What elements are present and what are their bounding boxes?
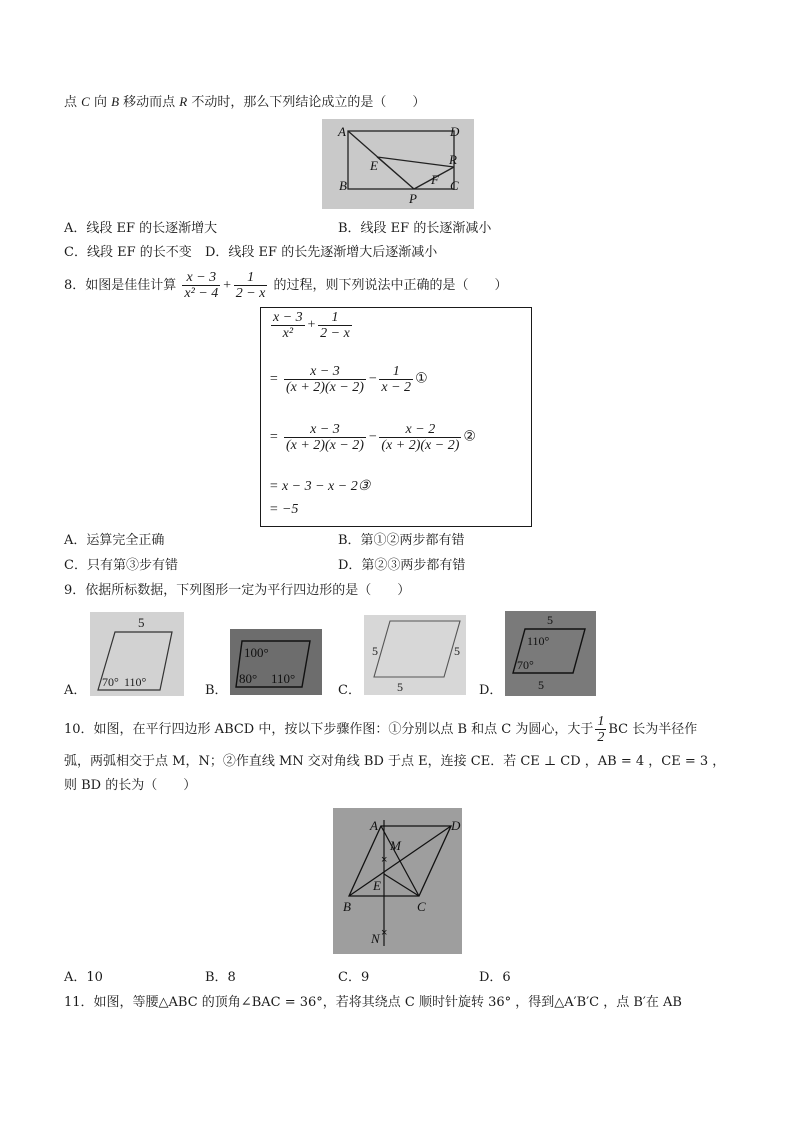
svg-text:70°: 70°: [517, 658, 534, 672]
svg-text:×: ×: [381, 854, 388, 866]
svg-text:100°: 100°: [244, 645, 269, 660]
svg-text:5: 5: [397, 680, 403, 694]
svg-text:5: 5: [454, 644, 460, 658]
label-D: D: [450, 124, 460, 139]
svg-text:A: A: [370, 818, 378, 833]
label-P: P: [409, 191, 417, 206]
svg-text:E: E: [373, 878, 381, 893]
q9-figure-d: [505, 611, 596, 696]
box-line-5: = −5: [269, 502, 299, 517]
svg-text:D: D: [451, 818, 461, 833]
q10-half-fraction: $\frac{1}{2}$: [597, 714, 605, 745]
q8-stem-fraction-1: $\frac{x - 3}{\text{x² − 4}}$: [184, 270, 219, 301]
svg-text:N: N: [371, 931, 380, 946]
q10-option-a: A．10: [64, 970, 103, 985]
svg-text:B: B: [343, 899, 351, 914]
q7-stem: 点 C 向 B 移动而点 R 不动时，那么下列结论成立的是（ ）: [64, 94, 426, 110]
svg-text:5: 5: [138, 615, 145, 630]
q9-figure-c: [364, 615, 466, 695]
q8-option-c: C．只有第③步有错: [64, 558, 178, 573]
q8-stem-fraction-2: $\frac{1}{2 - x}$: [235, 270, 266, 301]
svg-text:110°: 110°: [271, 671, 296, 686]
q9-option-b: B．: [205, 683, 228, 698]
svg-text:5: 5: [547, 613, 553, 627]
q7-option-b: B．线段 EF 的长逐渐减小: [338, 221, 492, 236]
q11-stem: 11．如图，等腰△ABC 的顶角∠BAC = 36°，若将其绕点 C 顺时针旋转 36° ，得到△A′B′C ，点 B′在 AB: [64, 995, 682, 1010]
q10-option-b: B．8: [205, 970, 236, 985]
svg-text:M: M: [390, 838, 401, 853]
q9-figure-a: [90, 612, 184, 696]
svg-text:110°: 110°: [527, 634, 550, 648]
box-line-3: = $\frac{x - 3}{(x + 2)(x - 2)}$ − $\frac{x - 2}{(x + 2)(x - 2)}$ ②: [269, 422, 476, 453]
label-E: E: [370, 158, 378, 173]
q10-option-c: C．9: [338, 970, 370, 985]
q8-option-a: A．运算完全正确: [64, 533, 165, 548]
q10-parallelogram-figure: [333, 808, 462, 954]
q9-option-d: D．: [479, 683, 503, 698]
svg-text:80°: 80°: [239, 671, 258, 686]
svg-text:5: 5: [372, 644, 378, 658]
q7-rectangle-figure: [322, 119, 474, 209]
q8-option-d: D．第②③两步都有错: [338, 558, 466, 573]
box-line-2: = $\frac{x - 3}{(x + 2)(x - 2)}$ − $\frac{1}{x - 2}$ ①: [269, 364, 428, 395]
q8-calculation-box: [260, 307, 532, 527]
q8-stem: 8．如图是佳佳计算 $\frac{x - 3}{\text{x² − 4}}$ + $\frac{1}{2 - x}$ 的过程，则下列说法中正确的是（ ）: [64, 270, 508, 301]
q10-line-3: 则 BD 的长为（ ）: [64, 778, 197, 793]
box-line-1: $\frac{x - 3}{\text{x²}}$ + $\frac{1}{2 - x}$: [273, 310, 350, 341]
q7-option-d: D．线段 EF 的长先逐渐增大后逐渐减小: [205, 245, 438, 260]
q9-option-a: A．: [64, 683, 87, 698]
label-R: R: [449, 152, 457, 167]
svg-text:110°: 110°: [124, 675, 147, 689]
q7-option-c: C．线段 EF 的长不变: [64, 245, 192, 260]
q10-line-1: 10．如图，在平行四边形 ABCD 中，按以下步骤作图：①分别以点 B 和点 C 为圆心，大于 $\frac{1}{2}$ BC 长为半径作: [64, 714, 698, 745]
q10-line-2: 弧，两弧相交于点 M，N；②作直线 MN 交对角线 BD 于点 E，连接 CE．若 CE ⊥ CD ，AB = 4 ，CE = 3 ，: [64, 754, 726, 769]
svg-text:×: ×: [381, 927, 388, 939]
q10-option-d: D．6: [479, 970, 511, 985]
svg-text:70°: 70°: [102, 675, 119, 689]
label-A: A: [338, 124, 346, 139]
box-line-4: = x − 3 − x − 2③: [269, 479, 371, 494]
label-F: F: [431, 172, 439, 187]
svg-text:5: 5: [538, 678, 544, 692]
svg-text:C: C: [417, 899, 426, 914]
q9-stem: 9．依据所标数据，下列图形一定为平行四边形的是（ ）: [64, 583, 411, 598]
label-B: B: [339, 178, 347, 193]
q8-option-b: B．第①②两步都有错: [338, 533, 465, 548]
q9-figure-b: [230, 629, 322, 695]
label-C: C: [450, 178, 459, 193]
q7-option-a: A．线段 EF 的长逐渐增大: [64, 221, 218, 236]
q9-option-c: C．: [338, 683, 361, 698]
